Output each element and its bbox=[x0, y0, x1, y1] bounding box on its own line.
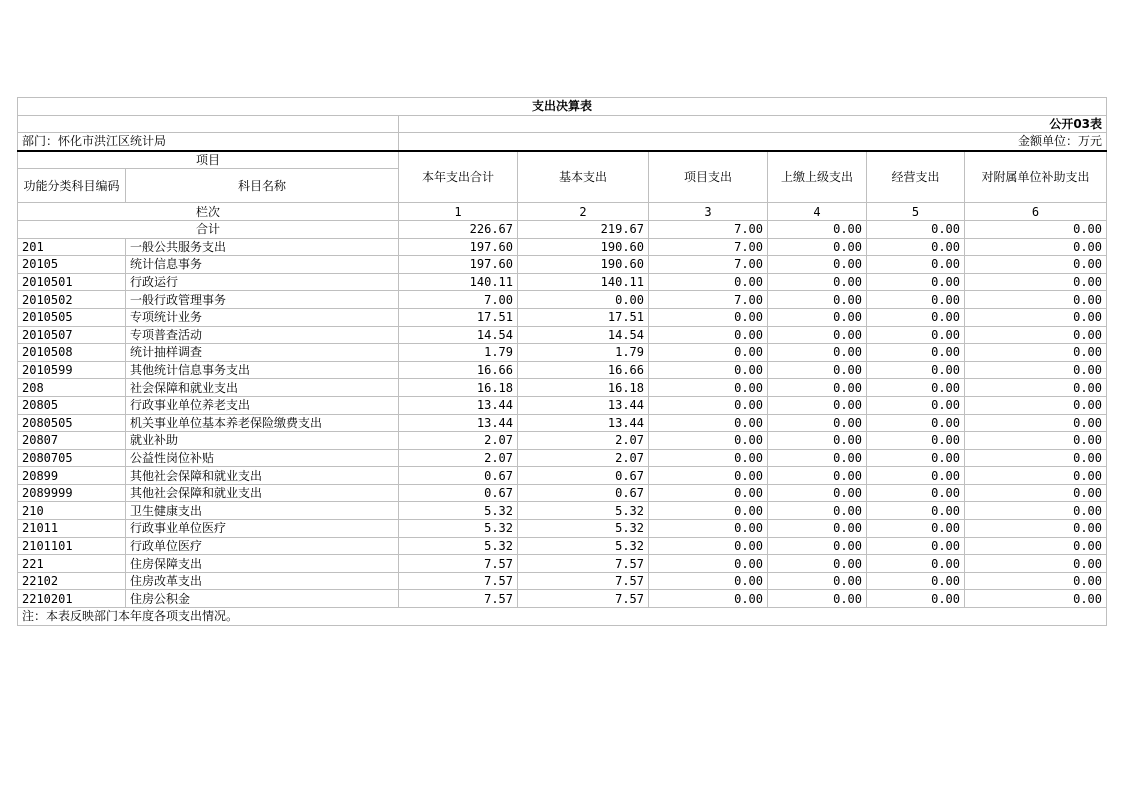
amount-cell: 0.00 bbox=[768, 414, 867, 432]
col-number: 5 bbox=[867, 203, 965, 221]
amount-cell: 0.00 bbox=[867, 449, 965, 467]
amount-cell: 0.00 bbox=[867, 520, 965, 538]
amount-cell: 0.00 bbox=[768, 238, 867, 256]
amount-cell: 7.00 bbox=[649, 238, 768, 256]
amount-cell: 0.00 bbox=[768, 502, 867, 520]
amount-cell: 0.00 bbox=[768, 484, 867, 502]
amount-cell: 1.79 bbox=[399, 344, 518, 362]
amount-cell: 0.00 bbox=[768, 572, 867, 590]
amount-cell: 0.00 bbox=[965, 502, 1107, 520]
amount-cell: 5.32 bbox=[518, 502, 649, 520]
table-row bbox=[18, 520, 1107, 538]
subject-code: 210 bbox=[18, 502, 126, 520]
amount-cell: 0.00 bbox=[965, 555, 1107, 573]
amount-cell: 0.00 bbox=[649, 520, 768, 538]
amount-cell: 7.57 bbox=[399, 590, 518, 608]
amount-cell: 5.32 bbox=[518, 520, 649, 538]
amount-cell: 0.00 bbox=[768, 520, 867, 538]
subject-name: 其他统计信息事务支出 bbox=[126, 361, 399, 379]
amount-cell: 0.00 bbox=[649, 449, 768, 467]
subject-name: 社会保障和就业支出 bbox=[126, 379, 399, 397]
subject-name: 一般公共服务支出 bbox=[126, 238, 399, 256]
expenditure-report-sheet bbox=[17, 97, 1106, 626]
amount-cell: 7.57 bbox=[399, 555, 518, 573]
amount-cell: 0.00 bbox=[965, 467, 1107, 485]
amount-cell: 0.00 bbox=[867, 555, 965, 573]
amount-cell: 0.00 bbox=[768, 432, 867, 450]
amount-cell: 0.00 bbox=[965, 379, 1107, 397]
col-number: 3 bbox=[649, 203, 768, 221]
table-row bbox=[18, 326, 1107, 344]
table-note: 注：本表反映部门本年度各项支出情况。 bbox=[18, 608, 1107, 626]
subject-code: 22102 bbox=[18, 572, 126, 590]
expenditure-table bbox=[17, 97, 1107, 626]
subject-code: 201 bbox=[18, 238, 126, 256]
amount-cell: 0.00 bbox=[649, 414, 768, 432]
subject-name: 就业补助 bbox=[126, 432, 399, 450]
subject-name: 住房公积金 bbox=[126, 590, 399, 608]
sum-value: 219.67 bbox=[518, 220, 649, 238]
amount-cell: 0.00 bbox=[867, 379, 965, 397]
amount-cell: 0.00 bbox=[768, 361, 867, 379]
amount-cell: 0.00 bbox=[867, 432, 965, 450]
col-number: 6 bbox=[965, 203, 1107, 221]
amount-cell: 14.54 bbox=[399, 326, 518, 344]
amount-cell: 2.07 bbox=[518, 432, 649, 450]
amount-cell: 0.00 bbox=[867, 344, 965, 362]
amount-cell: 0.00 bbox=[649, 396, 768, 414]
amount-cell: 0.00 bbox=[965, 361, 1107, 379]
amount-cell: 0.00 bbox=[518, 291, 649, 309]
subject-name: 行政运行 bbox=[126, 273, 399, 291]
subject-code: 2010502 bbox=[18, 291, 126, 309]
data-rows bbox=[18, 238, 1107, 607]
subject-code: 20899 bbox=[18, 467, 126, 485]
subject-code: 2010508 bbox=[18, 344, 126, 362]
subject-code: 2010501 bbox=[18, 273, 126, 291]
amount-cell: 0.00 bbox=[965, 484, 1107, 502]
amount-cell: 0.00 bbox=[649, 379, 768, 397]
amount-cell: 16.66 bbox=[399, 361, 518, 379]
amount-cell: 0.00 bbox=[768, 326, 867, 344]
amount-cell: 0.00 bbox=[867, 361, 965, 379]
amount-cell: 0.00 bbox=[965, 291, 1107, 309]
amount-cell: 0.00 bbox=[965, 308, 1107, 326]
header-func-code: 功能分类科目编码 bbox=[18, 169, 126, 203]
amount-cell: 0.00 bbox=[768, 590, 867, 608]
sum-value: 226.67 bbox=[399, 220, 518, 238]
amount-cell: 5.32 bbox=[399, 537, 518, 555]
table-row bbox=[18, 449, 1107, 467]
table-row bbox=[18, 590, 1107, 608]
amount-cell: 13.44 bbox=[518, 414, 649, 432]
amount-cell: 2.07 bbox=[518, 449, 649, 467]
amount-cell: 0.00 bbox=[768, 308, 867, 326]
amount-cell: 0.00 bbox=[965, 396, 1107, 414]
amount-cell: 7.00 bbox=[399, 291, 518, 309]
amount-cell: 0.00 bbox=[768, 396, 867, 414]
subject-name: 专项普查活动 bbox=[126, 326, 399, 344]
amount-cell: 0.00 bbox=[649, 467, 768, 485]
table-row bbox=[18, 537, 1107, 555]
header-item: 项目 bbox=[18, 151, 399, 169]
amount-cell: 0.00 bbox=[867, 273, 965, 291]
header-basic: 基本支出 bbox=[518, 151, 649, 203]
amount-cell: 0.00 bbox=[867, 291, 965, 309]
amount-cell: 0.00 bbox=[965, 238, 1107, 256]
amount-cell: 0.00 bbox=[768, 467, 867, 485]
amount-cell: 0.00 bbox=[768, 449, 867, 467]
amount-cell: 2.07 bbox=[399, 432, 518, 450]
header-upper: 上缴上级支出 bbox=[768, 151, 867, 203]
table-row bbox=[18, 467, 1107, 485]
sum-value: 0.00 bbox=[965, 220, 1107, 238]
sum-value: 0.00 bbox=[867, 220, 965, 238]
amount-cell: 5.32 bbox=[399, 502, 518, 520]
amount-cell: 0.00 bbox=[965, 537, 1107, 555]
table-row bbox=[18, 414, 1107, 432]
amount-cell: 0.00 bbox=[768, 555, 867, 573]
subject-code: 21011 bbox=[18, 520, 126, 538]
table-row bbox=[18, 484, 1107, 502]
subject-code: 2080505 bbox=[18, 414, 126, 432]
subject-code: 221 bbox=[18, 555, 126, 573]
amount-cell: 0.00 bbox=[965, 256, 1107, 274]
amount-unit-label: 金额单位：万元 bbox=[399, 133, 1107, 151]
amount-cell: 0.67 bbox=[399, 467, 518, 485]
amount-cell: 0.00 bbox=[649, 308, 768, 326]
amount-cell: 0.00 bbox=[649, 590, 768, 608]
amount-cell: 1.79 bbox=[518, 344, 649, 362]
sum-label: 合计 bbox=[18, 220, 399, 238]
subject-name: 统计信息事务 bbox=[126, 256, 399, 274]
amount-cell: 0.00 bbox=[867, 414, 965, 432]
table-row bbox=[18, 361, 1107, 379]
amount-cell: 0.00 bbox=[649, 344, 768, 362]
col-number: 2 bbox=[518, 203, 649, 221]
amount-cell: 0.00 bbox=[965, 590, 1107, 608]
amount-cell: 13.44 bbox=[399, 396, 518, 414]
table-row bbox=[18, 344, 1107, 362]
header-business: 经营支出 bbox=[867, 151, 965, 203]
amount-cell: 0.67 bbox=[518, 467, 649, 485]
amount-cell: 0.00 bbox=[649, 326, 768, 344]
amount-cell: 17.51 bbox=[518, 308, 649, 326]
amount-cell: 0.00 bbox=[768, 344, 867, 362]
subject-code: 2010505 bbox=[18, 308, 126, 326]
table-row bbox=[18, 396, 1107, 414]
subject-code: 2010507 bbox=[18, 326, 126, 344]
subject-code: 2010599 bbox=[18, 361, 126, 379]
subject-name: 住房保障支出 bbox=[126, 555, 399, 573]
amount-cell: 0.00 bbox=[768, 537, 867, 555]
amount-cell: 140.11 bbox=[399, 273, 518, 291]
amount-cell: 16.66 bbox=[518, 361, 649, 379]
amount-cell: 0.00 bbox=[649, 432, 768, 450]
table-row bbox=[18, 238, 1107, 256]
subject-code: 2210201 bbox=[18, 590, 126, 608]
department-label: 部门：怀化市洪江区统计局 bbox=[18, 133, 399, 151]
table-row bbox=[18, 256, 1107, 274]
report-title: 支出决算表 bbox=[18, 98, 1107, 116]
amount-cell: 7.00 bbox=[649, 291, 768, 309]
amount-cell: 0.00 bbox=[867, 467, 965, 485]
amount-cell: 0.00 bbox=[965, 326, 1107, 344]
table-row bbox=[18, 502, 1107, 520]
amount-cell: 2.07 bbox=[399, 449, 518, 467]
sum-value: 7.00 bbox=[649, 220, 768, 238]
amount-cell: 0.00 bbox=[867, 308, 965, 326]
subject-code: 2101101 bbox=[18, 537, 126, 555]
amount-cell: 0.00 bbox=[965, 344, 1107, 362]
sum-value: 0.00 bbox=[768, 220, 867, 238]
amount-cell: 0.00 bbox=[867, 572, 965, 590]
table-row bbox=[18, 273, 1107, 291]
amount-cell: 0.00 bbox=[867, 326, 965, 344]
form-number: 公开03表 bbox=[399, 115, 1107, 133]
amount-cell: 0.00 bbox=[867, 484, 965, 502]
amount-cell: 7.57 bbox=[518, 572, 649, 590]
amount-cell: 0.00 bbox=[867, 256, 965, 274]
subject-name: 住房改革支出 bbox=[126, 572, 399, 590]
col-number: 1 bbox=[399, 203, 518, 221]
amount-cell: 0.00 bbox=[649, 361, 768, 379]
amount-cell: 7.57 bbox=[518, 555, 649, 573]
header-subject-name: 科目名称 bbox=[126, 169, 399, 203]
amount-cell: 0.00 bbox=[965, 449, 1107, 467]
amount-cell: 0.67 bbox=[518, 484, 649, 502]
amount-cell: 0.00 bbox=[867, 590, 965, 608]
amount-cell: 0.00 bbox=[649, 273, 768, 291]
subject-name: 行政单位医疗 bbox=[126, 537, 399, 555]
subject-code: 2089999 bbox=[18, 484, 126, 502]
subject-name: 其他社会保障和就业支出 bbox=[126, 484, 399, 502]
amount-cell: 197.60 bbox=[399, 256, 518, 274]
header-project: 项目支出 bbox=[649, 151, 768, 203]
amount-cell: 0.00 bbox=[867, 396, 965, 414]
subject-code: 20105 bbox=[18, 256, 126, 274]
table-row bbox=[18, 555, 1107, 573]
subject-name: 统计抽样调查 bbox=[126, 344, 399, 362]
amount-cell: 197.60 bbox=[399, 238, 518, 256]
amount-cell: 16.18 bbox=[399, 379, 518, 397]
amount-cell: 0.00 bbox=[768, 379, 867, 397]
amount-cell: 0.00 bbox=[768, 291, 867, 309]
col-number: 4 bbox=[768, 203, 867, 221]
amount-cell: 140.11 bbox=[518, 273, 649, 291]
header-row-label: 栏次 bbox=[18, 203, 399, 221]
header-total: 本年支出合计 bbox=[399, 151, 518, 203]
amount-cell: 17.51 bbox=[399, 308, 518, 326]
table-row bbox=[18, 291, 1107, 309]
table-row bbox=[18, 432, 1107, 450]
subject-code: 2080705 bbox=[18, 449, 126, 467]
subject-code: 20805 bbox=[18, 396, 126, 414]
amount-cell: 0.00 bbox=[867, 502, 965, 520]
amount-cell: 5.32 bbox=[399, 520, 518, 538]
amount-cell: 0.00 bbox=[965, 572, 1107, 590]
amount-cell: 13.44 bbox=[518, 396, 649, 414]
subject-name: 其他社会保障和就业支出 bbox=[126, 467, 399, 485]
amount-cell: 13.44 bbox=[399, 414, 518, 432]
table-row bbox=[18, 572, 1107, 590]
subject-code: 208 bbox=[18, 379, 126, 397]
sum-row bbox=[18, 220, 1107, 238]
table-row bbox=[18, 308, 1107, 326]
subject-code: 20807 bbox=[18, 432, 126, 450]
amount-cell: 0.00 bbox=[649, 502, 768, 520]
amount-cell: 0.00 bbox=[867, 537, 965, 555]
amount-cell: 16.18 bbox=[518, 379, 649, 397]
amount-cell: 7.00 bbox=[649, 256, 768, 274]
amount-cell: 0.00 bbox=[768, 256, 867, 274]
subject-name: 一般行政管理事务 bbox=[126, 291, 399, 309]
subject-name: 卫生健康支出 bbox=[126, 502, 399, 520]
amount-cell: 7.57 bbox=[518, 590, 649, 608]
subject-name: 机关事业单位基本养老保险缴费支出 bbox=[126, 414, 399, 432]
table-row bbox=[18, 379, 1107, 397]
header-subsidy: 对附属单位补助支出 bbox=[965, 151, 1107, 203]
amount-cell: 0.00 bbox=[965, 273, 1107, 291]
amount-cell: 0.00 bbox=[768, 273, 867, 291]
amount-cell: 0.00 bbox=[649, 555, 768, 573]
amount-cell: 0.00 bbox=[867, 238, 965, 256]
amount-cell: 0.00 bbox=[965, 414, 1107, 432]
amount-cell: 0.00 bbox=[649, 484, 768, 502]
subject-name: 公益性岗位补贴 bbox=[126, 449, 399, 467]
amount-cell: 190.60 bbox=[518, 256, 649, 274]
amount-cell: 190.60 bbox=[518, 238, 649, 256]
subject-name: 行政事业单位养老支出 bbox=[126, 396, 399, 414]
subject-name: 专项统计业务 bbox=[126, 308, 399, 326]
amount-cell: 0.00 bbox=[649, 572, 768, 590]
amount-cell: 7.57 bbox=[399, 572, 518, 590]
amount-cell: 5.32 bbox=[518, 537, 649, 555]
title-blank-cell bbox=[18, 115, 399, 133]
amount-cell: 0.00 bbox=[965, 432, 1107, 450]
amount-cell: 0.67 bbox=[399, 484, 518, 502]
subject-name: 行政事业单位医疗 bbox=[126, 520, 399, 538]
amount-cell: 0.00 bbox=[649, 537, 768, 555]
amount-cell: 14.54 bbox=[518, 326, 649, 344]
amount-cell: 0.00 bbox=[965, 520, 1107, 538]
